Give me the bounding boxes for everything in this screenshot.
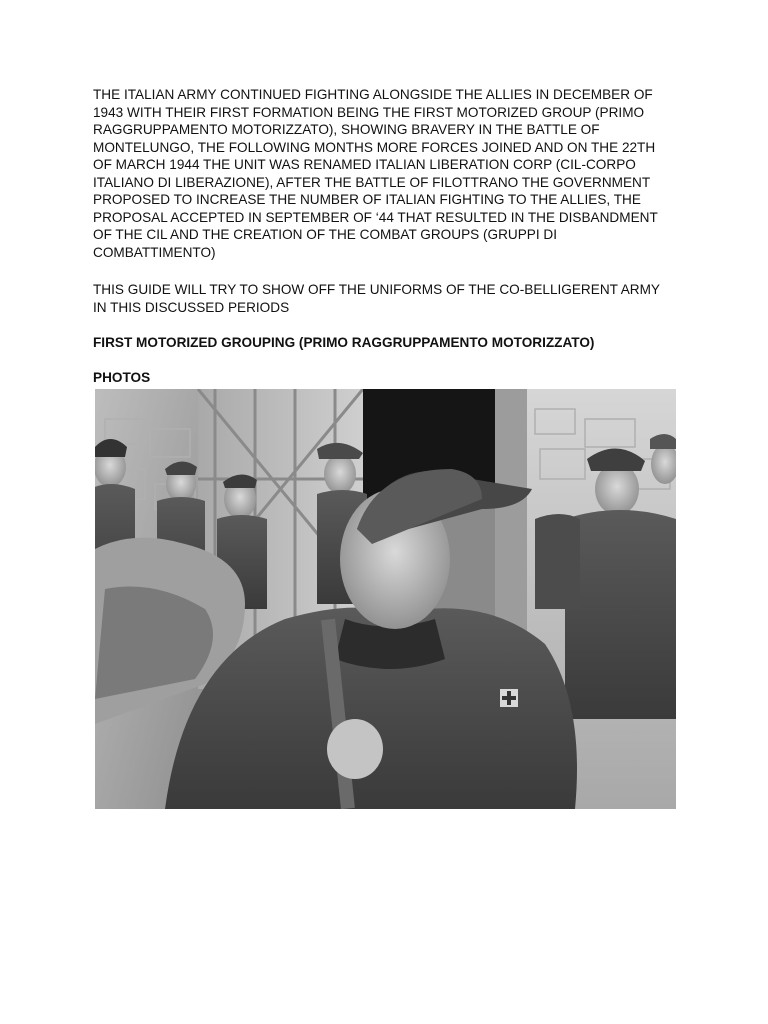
cross-emblem: [500, 689, 518, 707]
soldiers-photo: [95, 389, 676, 809]
guide-paragraph: THIS GUIDE WILL TRY TO SHOW OFF THE UNIFORMS OF THE CO-BELLIGERENT ARMY IN THIS DISCUSSED PERIODS: [93, 282, 660, 315]
intro-paragraph: THE ITALIAN ARMY CONTINUED FIGHTING ALONGSIDE THE ALLIES IN DECEMBER OF 1943 WITH THEIR FIRST FORMATION BEING THE FIRST MOTORIZED GROUP (PRIMO RAGGRUPPAMENTO MOTORIZZATO), SHOWING BRAVERY IN THE BATTLE OF MONTELUNGO, THE FOLLOWING MONTHS MORE FORCES JOINED AND ON THE 22TH OF MARCH 1944 THE UNIT WAS RENAMED ITALIAN LIBERATION CORP (CIL-CORPO ITALIANO DI LIBERAZIONE), AFTER THE BATTLE OF FILOTTRANO THE GOVERNMENT PROPOSED TO INCREASE THE NUMBER OF ITALIAN FIGHTING TO THE ALLIES, THE PROPOSAL ACCEPTED IN SEPTEMBER OF ‘44 THAT RESULTED IN THE DISBANDMENT OF THE CIL AND THE CREATION OF THE COMBAT GROUPS (GRUPPI DI COMBATTIMENTO): [93, 87, 658, 260]
photos-heading: PHOTOS: [93, 370, 151, 385]
soldier-right-3: [535, 514, 580, 609]
section-heading: FIRST MOTORIZED GROUPING (PRIMO RAGGRUPPAMENTO MOTORIZZATO): [93, 335, 595, 350]
